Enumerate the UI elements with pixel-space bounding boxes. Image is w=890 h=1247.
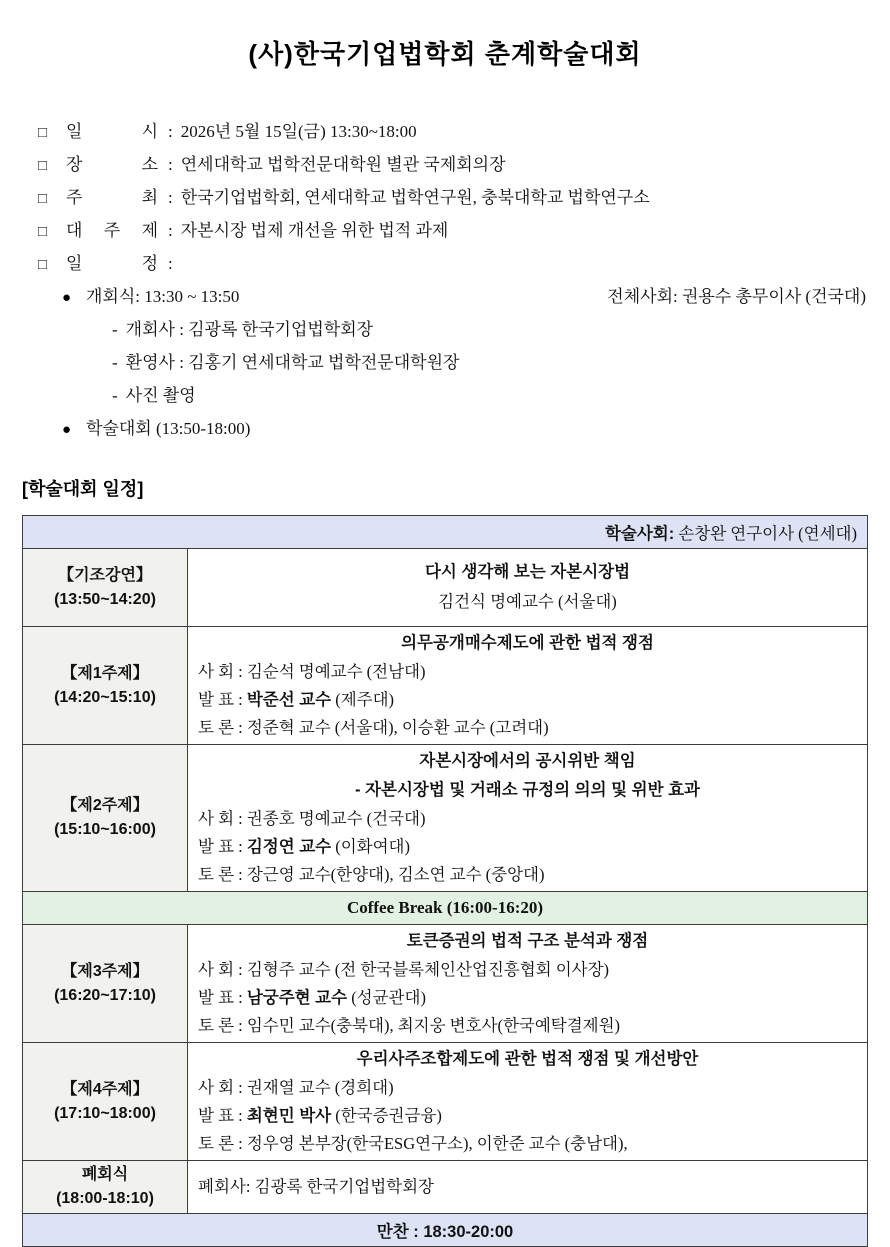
square-bullet-icon: □ [38, 224, 48, 240]
agenda-sub-item [112, 346, 868, 379]
info-label: 주 최 [66, 188, 158, 207]
opening-ceremony-text: 개회식: 13:30 ~ 13:50 [86, 287, 240, 306]
session2-content-cell [188, 745, 868, 892]
closing-row [23, 1161, 868, 1214]
session-name: 【제1주제】 [61, 664, 149, 682]
opening-remarks-text: 개회사 : 김광록 한국기업법학회장 [125, 320, 374, 339]
discussant-line [198, 1130, 857, 1158]
info-row-host [38, 181, 868, 214]
chair-line [198, 956, 857, 984]
discussant-label: 토 론 : [198, 1016, 247, 1035]
presenter-label: 발 표 : [198, 1106, 247, 1125]
session-time: (13:50~14:20) [54, 590, 156, 608]
moderator-value: 손창완 연구이사 (연세대) [674, 524, 857, 543]
chair-line [198, 805, 857, 833]
dash-icon: - [112, 353, 118, 372]
presenter-line [198, 686, 857, 714]
table-header-row [23, 516, 868, 549]
info-colon: : [168, 254, 173, 273]
info-list [38, 115, 868, 280]
discussant-line [198, 1012, 857, 1040]
closing-session-cell [23, 1161, 188, 1214]
session-time: (16:20~17:10) [54, 986, 156, 1004]
keynote-row [23, 549, 868, 627]
discussant-line [198, 861, 857, 889]
info-label: 일 정 [66, 254, 158, 273]
agenda-conference-row [62, 412, 868, 445]
discussant-names: 임수민 교수(충북대), 최지웅 변호사(한국예탁결제원) [246, 1016, 621, 1035]
presenter-line [198, 833, 857, 861]
info-colon: : [168, 188, 173, 207]
circle-bullet-icon: ● [62, 290, 72, 306]
closing-remarks-line: 폐회사: 김광록 한국기업법학회장 [198, 1177, 434, 1196]
discussant-names: 정우영 본부장(한국ESG연구소), 이한준 교수 (충남대), [246, 1134, 628, 1153]
session-title: 우리사주조합제도에 관한 법적 쟁점 및 개선방안 [356, 1050, 699, 1068]
presenter-name: 최현민 박사 [246, 1107, 332, 1125]
chair-label: 사 회 : [198, 960, 247, 979]
session-name: 【제2주제】 [61, 797, 149, 814]
square-bullet-icon: □ [38, 191, 48, 207]
closing-content-cell [188, 1161, 868, 1214]
conference-text: 학술대회 (13:50-18:00) [86, 419, 251, 438]
chair-name: 권종호 명예교수 (건국대) [246, 809, 426, 828]
chair-line [198, 1074, 857, 1102]
chair-name: 김순석 명예교수 (전남대) [246, 662, 426, 681]
info-row-theme [38, 214, 868, 247]
agenda-sub-item [112, 313, 868, 346]
session-time: (18:00-18:10) [56, 1190, 154, 1207]
session4-content-cell [188, 1043, 868, 1161]
circle-bullet-icon: ● [62, 422, 72, 438]
session-name: 【기조강연】 [58, 566, 152, 584]
dinner-row [23, 1214, 868, 1247]
presenter-label: 발 표 : [198, 837, 247, 856]
info-label: 대 주 제 [66, 221, 158, 240]
moderator-label: 학술사회: [604, 525, 675, 543]
chair-name: 김형주 교수 (전 한국블록체인산업진흥협회 이사장) [246, 960, 610, 979]
session4-session-cell [23, 1043, 188, 1161]
session-title: 토큰증권의 법적 구조 분석과 쟁점 [406, 932, 649, 950]
session1-row [23, 627, 868, 745]
presenter-affiliation: (한국증권금융) [331, 1106, 442, 1125]
discussant-label: 토 론 : [198, 865, 247, 884]
dinner-cell: 만찬 : 18:30-20:00 [23, 1214, 868, 1247]
session-time: (15:10~16:00) [54, 821, 156, 838]
presenter-affiliation: (이화여대) [331, 837, 410, 856]
schedule-table [22, 515, 868, 1247]
discussant-label: 토 론 : [198, 718, 247, 737]
info-row-date [38, 115, 868, 148]
info-colon: : [168, 155, 173, 174]
session1-session-cell [23, 627, 188, 745]
info-label: 일 시 [66, 122, 158, 141]
coffee-break-cell: Coffee Break (16:00-16:20) [23, 892, 868, 925]
presenter-name: 박준선 교수 [246, 691, 332, 709]
info-colon: : [168, 221, 173, 240]
session2-session-cell [23, 745, 188, 892]
session1-content-cell [188, 627, 868, 745]
chair-line [198, 658, 857, 686]
info-label: 장 소 [66, 155, 158, 174]
session-title: 자본시장에서의 공시위반 책임 [419, 752, 636, 770]
agenda-opening-row [62, 280, 868, 313]
info-colon: : [168, 122, 173, 141]
square-bullet-icon: □ [38, 125, 48, 141]
dash-icon: - [112, 320, 118, 339]
keynote-content-cell [188, 549, 868, 627]
presenter-affiliation: (제주대) [331, 690, 395, 709]
square-bullet-icon: □ [38, 257, 48, 273]
info-value: 한국기업법학회, 연세대학교 법학연구원, 충북대학교 법학연구소 [180, 188, 650, 207]
info-value: 2026년 5월 15일(금) 13:30~18:00 [180, 122, 417, 141]
chair-label: 사 회 : [198, 809, 247, 828]
agenda-section [62, 280, 868, 445]
photo-session-text: 사진 촬영 [125, 386, 196, 405]
discussant-names: 장근영 교수(한양대), 김소연 교수 (중앙대) [246, 865, 545, 884]
presenter-label: 발 표 : [198, 690, 247, 709]
discussant-label: 토 론 : [198, 1134, 247, 1153]
page-title: (사)한국기업법학회 춘계학술대회 [248, 39, 642, 69]
moderator-cell [23, 516, 868, 549]
session2-row [23, 745, 868, 892]
square-bullet-icon: □ [38, 158, 48, 174]
info-row-agenda [38, 247, 868, 280]
chair-label: 사 회 : [198, 1078, 247, 1097]
presenter-name: 김정연 교수 [246, 838, 332, 856]
presenter-name: 남궁주현 교수 [246, 989, 348, 1007]
discussant-names: 정준혁 교수 (서울대), 이승환 교수 (고려대) [246, 718, 549, 737]
welcome-remarks-text: 환영사 : 김홍기 연세대학교 법학전문대학원장 [125, 353, 460, 372]
session-time: (17:10~18:00) [54, 1104, 156, 1122]
session-title: 의무공개매수제도에 관한 법적 쟁점 [401, 634, 654, 652]
chair-label: 사 회 : [198, 662, 247, 681]
coffee-break-row [23, 892, 868, 925]
presenter-line [198, 1102, 857, 1130]
chair-name: 권재열 교수 (경희대) [246, 1078, 394, 1097]
session3-row [23, 925, 868, 1043]
session-name: 【제4주제】 [61, 1080, 149, 1098]
session-time: (14:20~15:10) [54, 688, 156, 706]
session-name: 【제3주제】 [61, 962, 149, 980]
keynote-session-cell [23, 549, 188, 627]
session3-content-cell [188, 925, 868, 1043]
info-row-venue [38, 148, 868, 181]
discussant-line [198, 714, 857, 742]
agenda-sub-item [112, 379, 868, 412]
presenter-line [198, 984, 857, 1012]
keynote-speaker: 김건식 명예교수 (서울대) [438, 592, 617, 611]
session-name: 폐회식 [81, 1166, 129, 1183]
session3-session-cell [23, 925, 188, 1043]
schedule-section-heading: [학술대회 일정] [22, 479, 144, 499]
info-value: 자본시장 법제 개선을 위한 법적 과제 [180, 221, 449, 240]
info-value: 연세대학교 법학전문대학원 별관 국제회의장 [180, 155, 506, 174]
session4-row [23, 1043, 868, 1161]
overall-moderator-text: 전체사회: 권용수 총무이사 (건국대) [607, 287, 866, 306]
presenter-affiliation: (성균관대) [347, 988, 426, 1007]
dash-icon: - [112, 386, 118, 405]
keynote-title: 다시 생각해 보는 자본시장법 [424, 563, 631, 581]
session-subtitle: - 자본시장법 및 거래소 규정의 의의 및 위반 효과 [354, 781, 700, 799]
presenter-label: 발 표 : [198, 988, 247, 1007]
